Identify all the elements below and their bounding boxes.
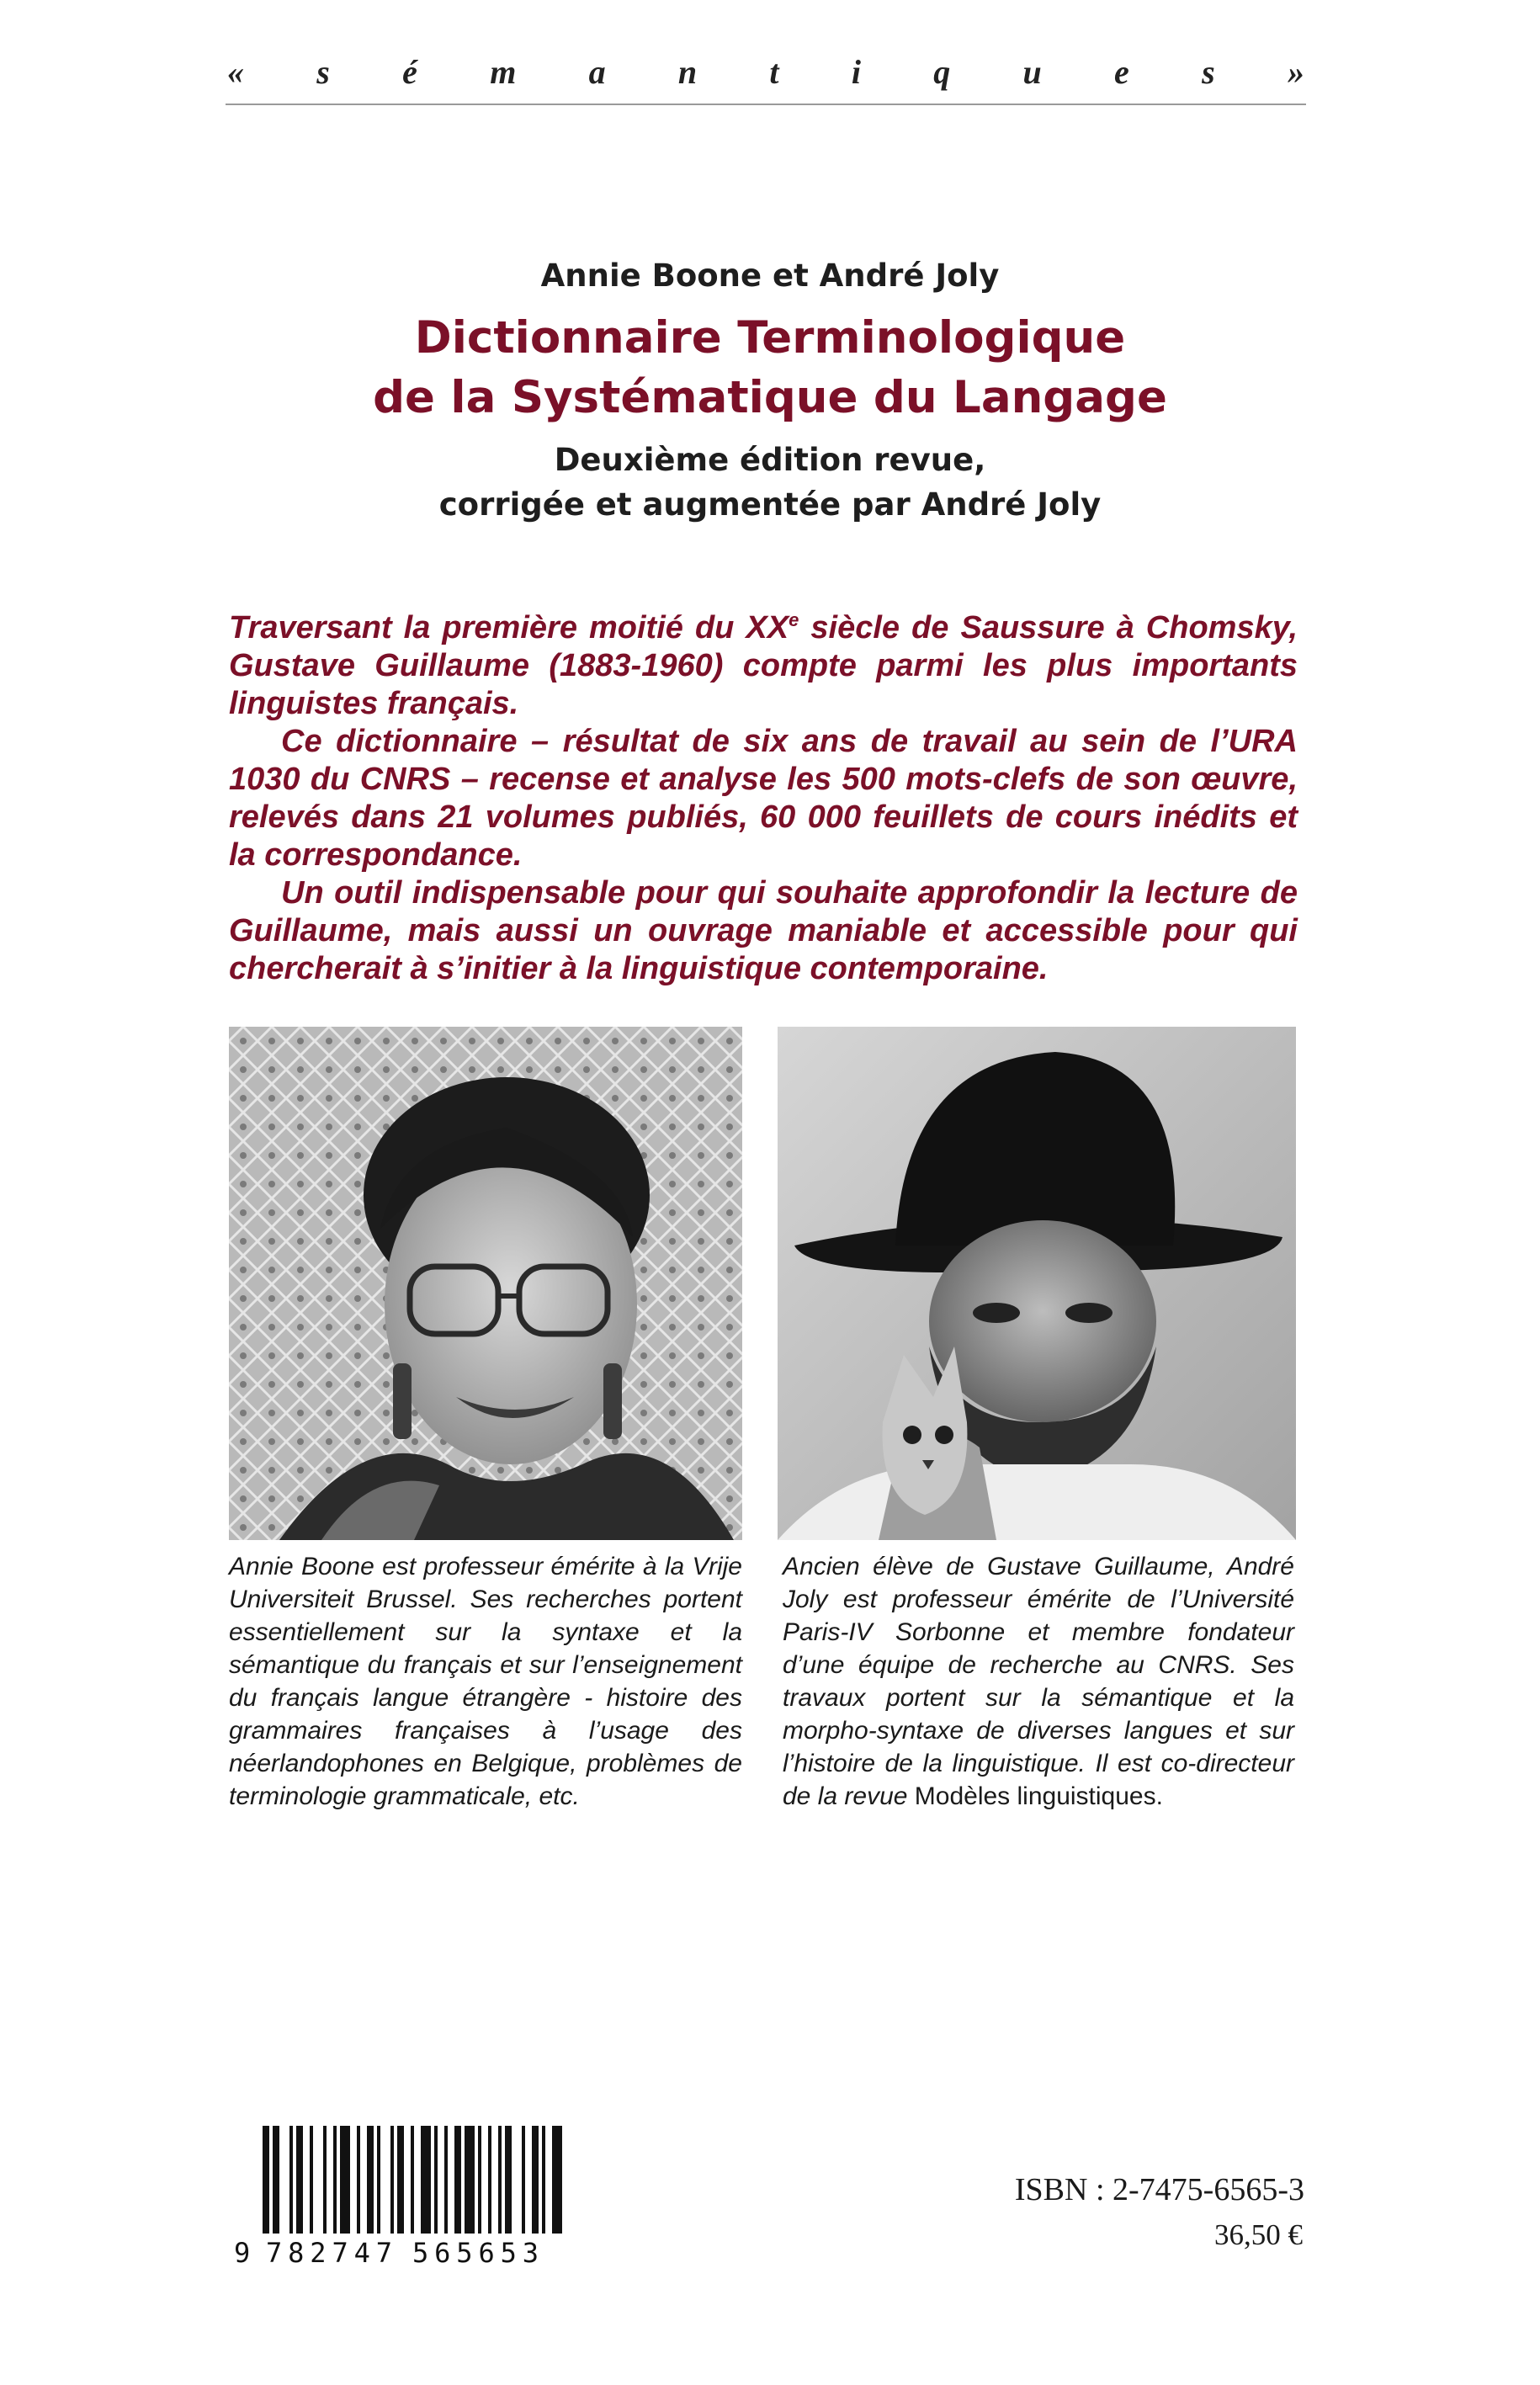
portrait-annie-boone — [229, 1027, 742, 1540]
barcode-bar — [434, 2126, 438, 2234]
barcode — [229, 2126, 571, 2267]
series-letter: q — [933, 53, 951, 91]
series-letter: t — [769, 53, 779, 91]
blurb-paragraph: Un outil indispensable pour qui souhaite approfondir la lecture de Guillaume, mais aussi un ouvrage maniable et accessible pour qui chercherait à s’initier à la linguistique contemporaine. — [229, 875, 1298, 986]
series-letter: e — [1114, 53, 1129, 91]
barcode-digit-first: 9 — [234, 2237, 251, 2267]
blurb-text: siècle de Saussure à Chomsky, Gustave Guillaume (1883-1960) compte parmi les plus importants linguistes français. — [229, 610, 1298, 721]
series-letter: s — [1202, 53, 1215, 91]
authors: Annie Boone et André Joly — [540, 258, 1000, 294]
barcode-digits-right: 565653 — [412, 2237, 539, 2267]
blurb-paragraph: Ce dictionnaire – résultat de six ans de travail au sein de l’URA 1030 du CNRS – recense et analyse les 500 mots-clefs de son œuvre, relevés dans 21 volumes publiés, 60 000 feuillets de cours inédits et la correspondance. — [229, 724, 1298, 873]
barcode-bar — [465, 2126, 475, 2234]
edition-line-1: Deuxième édition revue, — [554, 442, 986, 478]
barcode-bar — [340, 2126, 350, 2234]
barcode-bars — [263, 2126, 562, 2234]
barcode-digits-left: 782747 — [266, 2237, 392, 2267]
book-title — [0, 308, 1540, 428]
barcode-bar — [390, 2126, 394, 2234]
barcode-bar — [367, 2126, 374, 2234]
barcode-bar — [542, 2126, 545, 2234]
edition-note — [0, 438, 1540, 527]
blurb-text: Traversant la première moitié du XX — [229, 610, 789, 645]
title-line-1: Dictionnaire Terminologique — [414, 312, 1126, 364]
header-divider — [226, 104, 1306, 105]
caption-text: Ancien élève de Gustave Guillaume, André Joly est professeur émérite de l’Université Paris-IV Sorbonne et membre fondateur d’une équipe de recherche au CNRS. Ses travaux portent sur la sémantique et la morpho-syntaxe de diverses langues et sur l’histoire de la linguistique. Il est co-directeur de la revue — [783, 1553, 1294, 1810]
barcode-graphic — [229, 2126, 571, 2267]
series-letter: m — [490, 53, 517, 91]
barcode-bar — [488, 2126, 491, 2234]
portrait-woman-image — [229, 1027, 742, 1540]
barcode-bar — [505, 2126, 512, 2234]
price: 36,50 € — [1214, 2218, 1303, 2251]
series-letter: a — [588, 53, 606, 91]
barcode-bar — [263, 2126, 269, 2234]
barcode-bar — [323, 2126, 327, 2234]
barcode-bar — [552, 2126, 562, 2234]
barcode-bar — [357, 2126, 360, 2234]
barcode-bar — [522, 2126, 525, 2234]
edition-line-2: corrigée et augmentée par André Joly — [438, 486, 1102, 523]
journal-name: Modèles linguistiques. — [914, 1782, 1163, 1810]
barcode-bar — [498, 2126, 502, 2234]
blurb-superscript: e — [789, 609, 799, 630]
barcode-bar — [421, 2126, 431, 2234]
barcode-bar — [397, 2126, 404, 2234]
barcode-bar — [532, 2126, 539, 2234]
barcode-bar — [273, 2126, 279, 2234]
portrait-andre-joly — [778, 1027, 1296, 1540]
caption-annie-boone: Annie Boone est professeur émérite à la Vrije Universiteit Brussel. Ses recherches portent essentiellement sur la syntaxe et la sémantique du français et sur l’enseignement du français langue étrangère - histoire des grammaires françaises à l’usage des néerlandophones en Belgique, problèmes de terminologie grammaticale, etc. — [229, 1553, 742, 1810]
series-letter: » — [1287, 53, 1304, 91]
series-header — [227, 52, 1304, 92]
barcode-bar — [296, 2126, 303, 2234]
barcode-bar — [454, 2126, 461, 2234]
series-letter: u — [1022, 53, 1042, 91]
isbn: ISBN : 2-7475-6565-3 — [1014, 2172, 1304, 2207]
barcode-bar — [333, 2126, 337, 2234]
portrait-man-with-cat-image — [778, 1027, 1296, 1540]
series-letter: n — [677, 53, 698, 91]
barcode-bar — [411, 2126, 414, 2234]
caption-andre-joly — [783, 1550, 1294, 1813]
series-letter: i — [851, 53, 861, 91]
series-letter: é — [402, 53, 417, 91]
barcode-bar — [478, 2126, 481, 2234]
barcode-bar — [289, 2126, 293, 2234]
blurb — [229, 609, 1298, 988]
barcode-bar — [310, 2126, 313, 2234]
title-line-2: de la Systématique du Langage — [373, 372, 1167, 423]
series-letter: s — [316, 53, 330, 91]
barcode-bar — [444, 2126, 448, 2234]
series-letter: « — [227, 53, 244, 91]
barcode-bar — [377, 2126, 380, 2234]
blurb-paragraph — [229, 609, 1298, 723]
